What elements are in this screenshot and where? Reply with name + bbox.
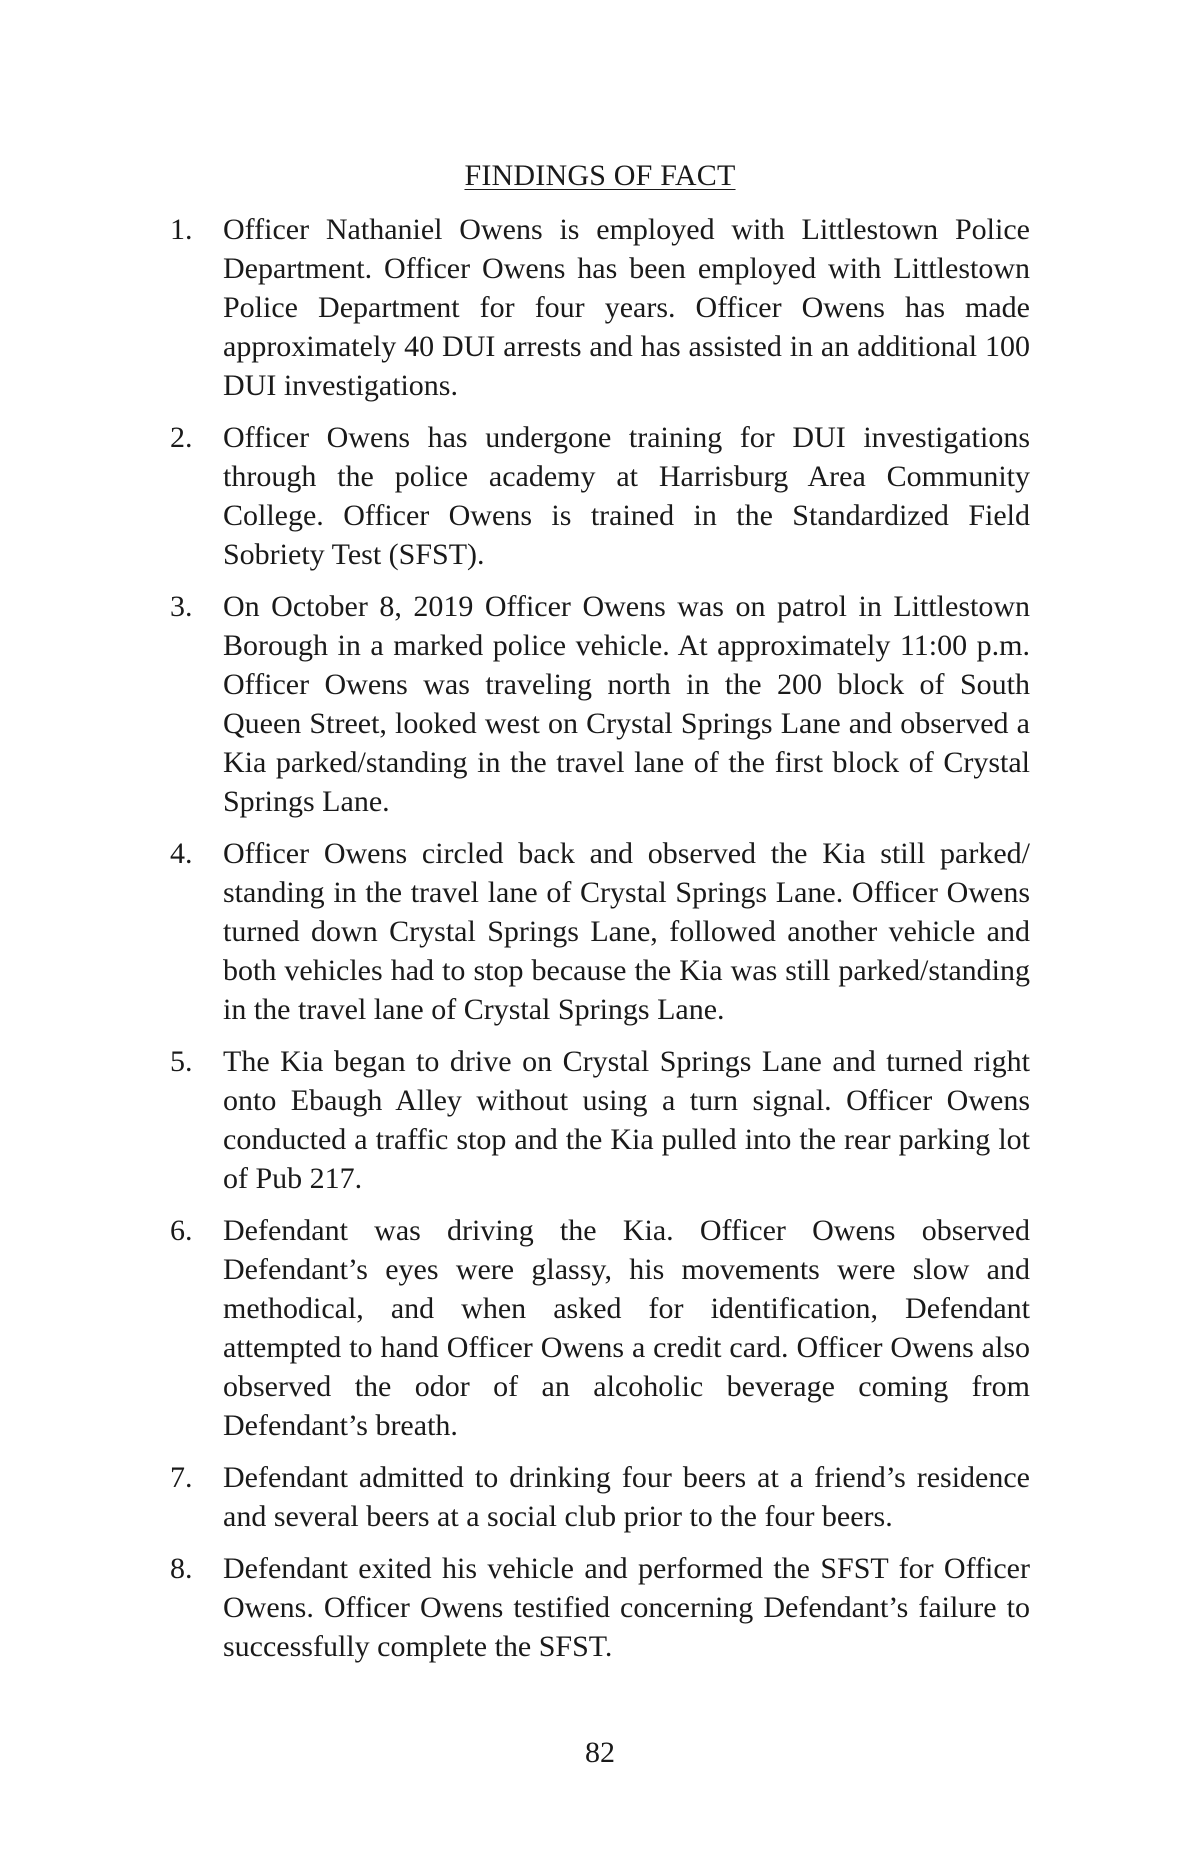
finding-item	[150, 1211, 1030, 1445]
finding-item	[150, 834, 1030, 1029]
finding-text: Officer Owens has undergone training for DUI investigations through the police academy at Harrisburg Area Community College. Officer Owens is trained in the Standardized Field Sobriety Test (SFST).	[223, 421, 1030, 571]
finding-text: Defendant admitted to drinking four beers at a friend’s residence and several beers at a social club prior to the four beers.	[223, 1461, 1030, 1533]
finding-text: The Kia began to drive on Crystal Springs Lane and turned right onto Ebaugh Alley without using a turn signal. Officer Owens conducted a traffic stop and the Kia pulled into the rear parking lot of Pub 217.	[223, 1045, 1030, 1195]
findings-list	[150, 210, 1030, 1679]
section-heading: FINDINGS OF FACT	[464, 159, 736, 192]
finding-number: 6.	[170, 1214, 193, 1247]
finding-item	[150, 1042, 1030, 1198]
finding-number: 3.	[170, 590, 193, 623]
finding-text: Defendant exited his vehicle and performed the SFST for Officer Owens. Officer Owens testified concerning Defendant’s failure to successfully complete the SFST.	[223, 1552, 1030, 1663]
finding-number: 1.	[170, 213, 193, 246]
finding-text: On October 8, 2019 Officer Owens was on patrol in Littlestown Borough in a marked police vehicle. At approximately 11:00 p.m. Officer Owens was traveling north in the 200 block of South Queen Street, looked west on Crystal Springs Lane and observed a Kia parked/standing in the travel lane of the first block of Crystal Springs Lane.	[223, 590, 1030, 818]
finding-item	[150, 210, 1030, 405]
finding-number: 5.	[170, 1045, 193, 1078]
finding-text: Officer Owens circled back and observed the Kia still parked/ standing in the travel lane of Crystal Springs Lane. Officer Owens turned down Crystal Springs Lane, followed another vehicle and both vehicles had to stop because the Kia was still parked/standing in the travel lane of Crystal Springs Lane.	[223, 837, 1030, 1026]
finding-number: 4.	[170, 837, 193, 870]
finding-text: Defendant was driving the Kia. Officer Owens observed Defendant’s eyes were glassy, his movements were slow and methodical, and when asked for identification, Defendant attempted to hand Officer Owens a credit card. Officer Owens also observed the odor of an alcoholic beverage coming from Defendant’s breath.	[223, 1214, 1030, 1442]
finding-item	[150, 587, 1030, 821]
page-number: 82	[585, 1736, 615, 1769]
finding-item	[150, 1458, 1030, 1536]
finding-number: 8.	[170, 1552, 193, 1585]
finding-number: 7.	[170, 1461, 193, 1494]
finding-number: 2.	[170, 421, 193, 454]
finding-item	[150, 418, 1030, 574]
finding-item	[150, 1549, 1030, 1666]
finding-text: Officer Nathaniel Owens is employed with Littlestown Police Department. Officer Owens has been employed with Littlestown Police Department for four years. Officer Owens has made approximately 40 DUI arrests and has assisted in an additional 100 DUI investigations.	[223, 213, 1030, 402]
